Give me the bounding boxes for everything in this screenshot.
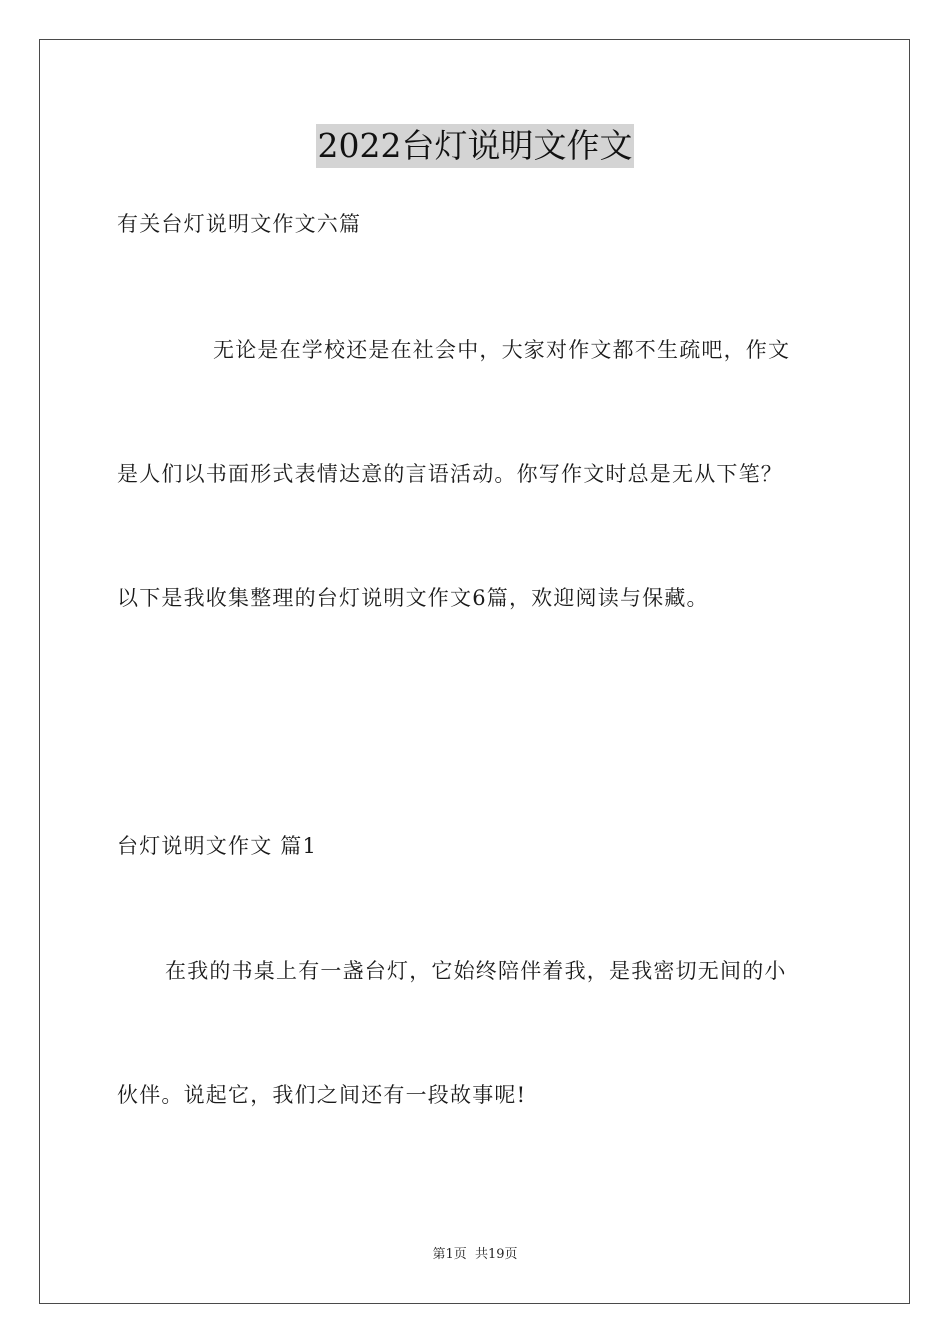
page-total: 共19页 <box>474 1247 518 1262</box>
intro-paragraph-line: 无论是在学校还是在社会中，大家对作文都不生疏吧，作文 <box>213 338 791 362</box>
section-paragraph-line: 在我的书桌上有一盏台灯，它始终陪伴着我，是我密切无间的小 <box>165 959 787 983</box>
title-container <box>0 124 950 168</box>
page-footer <box>0 1246 950 1264</box>
section-heading: 台灯说明文作文 篇1 <box>117 834 318 858</box>
intro-paragraph-line: 是人们以书面形式表情达意的言语活动。你写作文时总是无从下笔？ <box>117 462 783 486</box>
document-title: 2022台灯说明文作文 <box>316 124 635 168</box>
intro-paragraph-line: 以下是我收集整理的台灯说明文作文6篇，欢迎阅读与保藏。 <box>117 586 709 610</box>
document-subtitle: 有关台灯说明文作文六篇 <box>117 212 362 236</box>
page-number: 第1页 <box>432 1247 467 1262</box>
section-paragraph-line: 伙伴。说起它，我们之间还有一段故事呢! <box>117 1083 527 1107</box>
